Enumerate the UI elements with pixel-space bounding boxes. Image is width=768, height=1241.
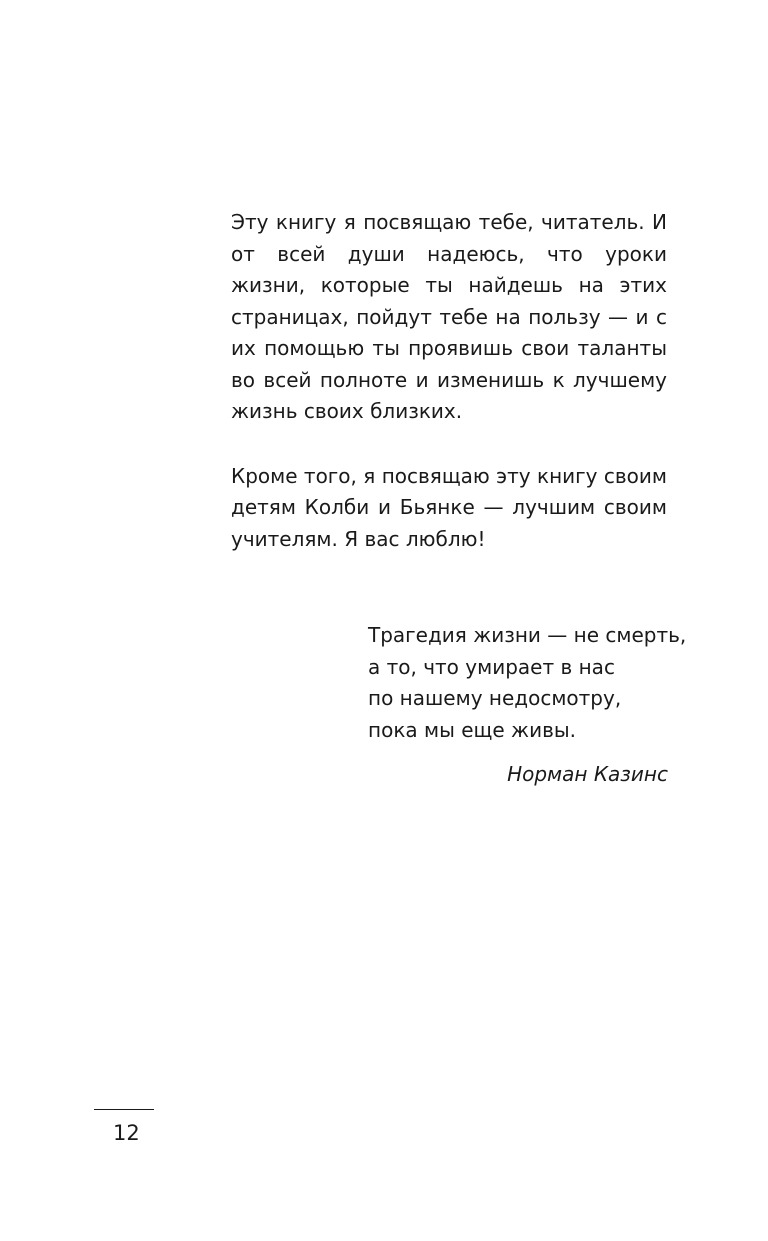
epigraph xyxy=(368,620,687,791)
page-number: 12 xyxy=(113,1121,140,1145)
page-number-rule xyxy=(94,1109,154,1110)
epigraph-line: Трагедия жизни — не смерть, xyxy=(368,623,687,647)
epigraph-line: по нашему недосмотру, xyxy=(368,686,622,710)
dedication-block xyxy=(231,207,667,555)
dedication-paragraph-2: Кроме того, я посвящаю эту книгу своим детям Колби и Бьянке — лучшим своим учителям. Я вас люблю! xyxy=(231,463,667,551)
epigraph-line: а то, что умирает в нас xyxy=(368,654,615,679)
epigraph-author: Норман Казинс xyxy=(507,762,668,786)
dedication-paragraph-1: Эту книгу я посвящаю тебе, читатель. И от всей души надеюсь, что уроки жизни, которые ты найдешь на этих страницах, пойдут тебе на пользу — и с их помощью ты проявишь свои таланты во всей полноте и изменишь к лучшему жизнь своих близких. xyxy=(231,210,667,423)
epigraph-line: пока мы еще живы. xyxy=(368,717,576,742)
